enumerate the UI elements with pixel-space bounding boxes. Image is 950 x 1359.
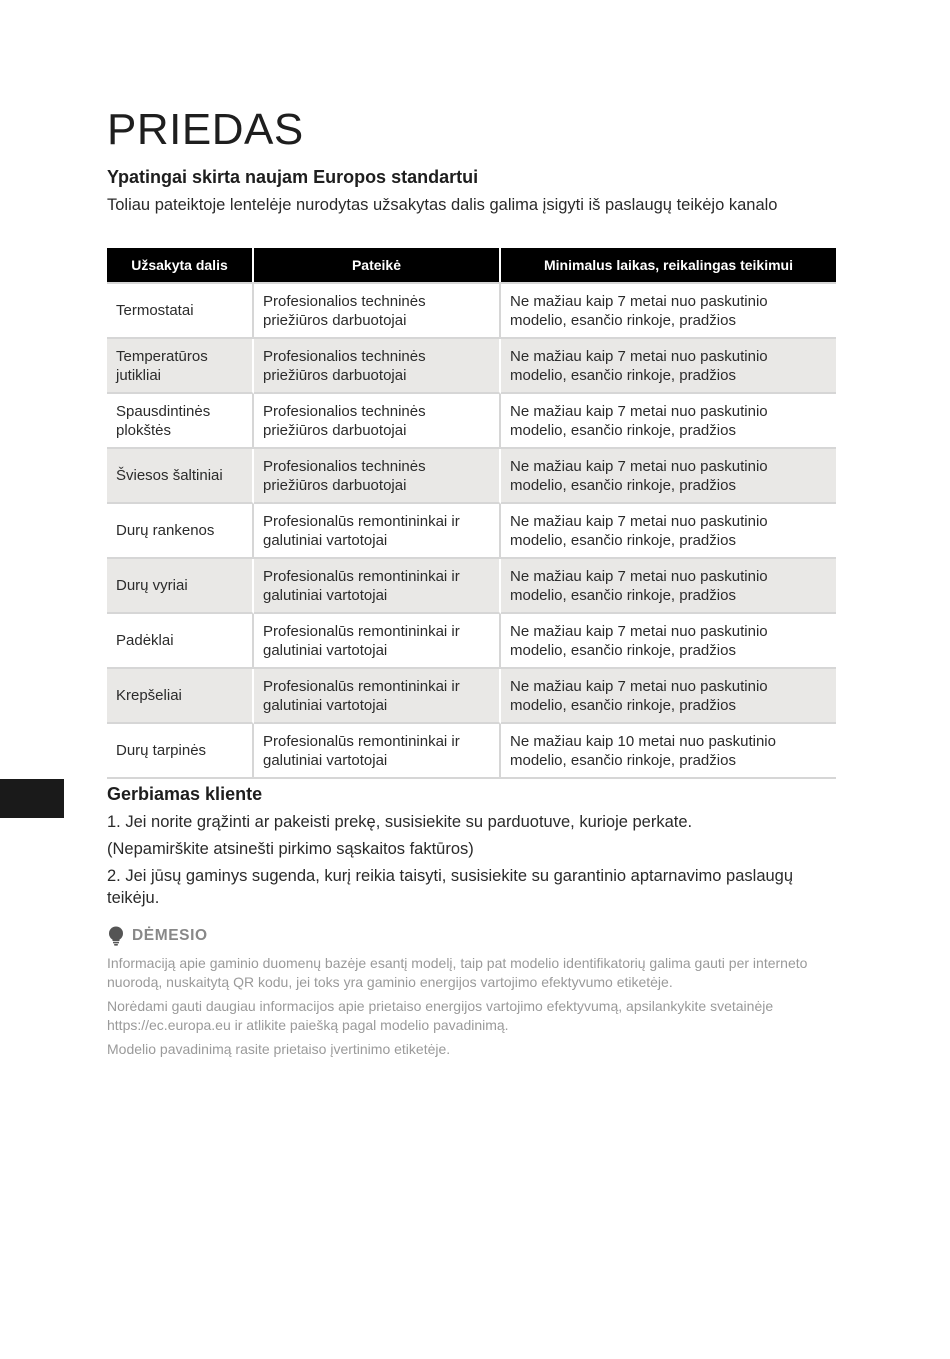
column-header-part: Užsakyta dalis xyxy=(107,248,254,282)
cell-provider: Profesionalios techninės priežiūros darbuotojai xyxy=(254,339,501,394)
table-header-row xyxy=(107,248,836,282)
cell-min-time: Ne mažiau kaip 7 metai nuo paskutinio modelio, esančio rinkoje, pradžios xyxy=(501,449,836,504)
attention-heading xyxy=(107,926,208,946)
table-row xyxy=(107,339,836,394)
cell-part: Padėklai xyxy=(107,614,254,669)
customer-instructions xyxy=(107,811,847,914)
note-energy-website: Norėdami gauti daugiau informacijos apie prietaiso energijos vartojimo efektyvumą, apsilankykite svetainėje https://ec.europa.eu ir atlikite paiešką pagal modelio pavadinimą. xyxy=(107,998,774,1033)
cell-min-time: Ne mažiau kaip 7 metai nuo paskutinio modelio, esančio rinkoje, pradžios xyxy=(501,614,836,669)
table-row xyxy=(107,282,836,339)
table-row xyxy=(107,559,836,614)
customer-line-receipt: (Nepamirškite atsinešti pirkimo sąskaitos faktūros) xyxy=(107,840,474,858)
cell-min-time: Ne mažiau kaip 7 metai nuo paskutinio modelio, esančio rinkoje, pradžios xyxy=(501,504,836,559)
cell-provider: Profesionalūs remontininkai ir galutiniai vartotojai xyxy=(254,614,501,669)
note-model-name: Modelio pavadinimą rasite prietaiso įvertinimo etiketėje. xyxy=(107,1041,451,1057)
column-header-min-time: Minimalus laikas, reikalingas teikimui xyxy=(501,248,836,282)
attention-notes xyxy=(107,954,842,1064)
customer-line-return: 1. Jei norite grąžinti ar pakeisti prekę, susisiekite su parduotuve, kurioje perkate. xyxy=(107,813,693,831)
cell-part: Šviesos šaltiniai xyxy=(107,449,254,504)
note-model-database: Informaciją apie gaminio duomenų bazėje esantį modelį, taip pat modelio identifikatorių galima gauti per interneto nuorodą, nuskaitytą QR kodu, jei toks yra gaminio energijos vartojimo efektyvumo etiketėje. xyxy=(107,955,808,990)
cell-provider: Profesionalios techninės priežiūros darbuotojai xyxy=(254,394,501,449)
cell-part: Temperatūros jutikliai xyxy=(107,339,254,394)
page-title: PRIEDAS xyxy=(107,105,304,154)
customer-section-title: Gerbiamas kliente xyxy=(107,784,263,804)
cell-provider: Profesionalūs remontininkai ir galutiniai vartotojai xyxy=(254,504,501,559)
page-edge-tab xyxy=(0,779,64,818)
cell-part: Durų tarpinės xyxy=(107,724,254,779)
cell-min-time: Ne mažiau kaip 7 metai nuo paskutinio modelio, esančio rinkoje, pradžios xyxy=(501,282,836,339)
intro-text: Toliau pateiktoje lentelėje nurodytas užsakytas dalis galima įsigyti iš paslaugų teikėjo kanalo xyxy=(107,196,778,214)
cell-part: Spausdintinės plokštės xyxy=(107,394,254,449)
cell-provider: Profesionalūs remontininkai ir galutiniai vartotojai xyxy=(254,724,501,779)
table-row xyxy=(107,614,836,669)
table-row xyxy=(107,669,836,724)
cell-min-time: Ne mažiau kaip 10 metai nuo paskutinio modelio, esančio rinkoje, pradžios xyxy=(501,724,836,779)
attention-label: DĖMESIO xyxy=(132,927,208,944)
cell-part: Termostatai xyxy=(107,282,254,339)
table-row xyxy=(107,504,836,559)
lightbulb-icon xyxy=(107,926,125,946)
cell-provider: Profesionalūs remontininkai ir galutiniai vartotojai xyxy=(254,559,501,614)
cell-min-time: Ne mažiau kaip 7 metai nuo paskutinio modelio, esančio rinkoje, pradžios xyxy=(501,394,836,449)
cell-part: Krepšeliai xyxy=(107,669,254,724)
column-header-provider: Pateikė xyxy=(254,248,501,282)
cell-provider: Profesionalios techninės priežiūros darbuotojai xyxy=(254,282,501,339)
cell-part: Durų vyriai xyxy=(107,559,254,614)
cell-min-time: Ne mažiau kaip 7 metai nuo paskutinio modelio, esančio rinkoje, pradžios xyxy=(501,559,836,614)
section-subtitle: Ypatingai skirta naujam Europos standartui xyxy=(107,167,479,187)
table-row xyxy=(107,449,836,504)
cell-provider: Profesionalūs remontininkai ir galutiniai vartotojai xyxy=(254,669,501,724)
spare-parts-table xyxy=(107,248,836,779)
cell-min-time: Ne mažiau kaip 7 metai nuo paskutinio modelio, esančio rinkoje, pradžios xyxy=(501,339,836,394)
table-row xyxy=(107,394,836,449)
cell-min-time: Ne mažiau kaip 7 metai nuo paskutinio modelio, esančio rinkoje, pradžios xyxy=(501,669,836,724)
cell-part: Durų rankenos xyxy=(107,504,254,559)
cell-provider: Profesionalios techninės priežiūros darbuotojai xyxy=(254,449,501,504)
customer-line-repair: 2. Jei jūsų gaminys sugenda, kurį reikia taisyti, susisiekite su garantinio aptarnavimo paslaugų teikėju. xyxy=(107,867,794,907)
table-row xyxy=(107,724,836,779)
